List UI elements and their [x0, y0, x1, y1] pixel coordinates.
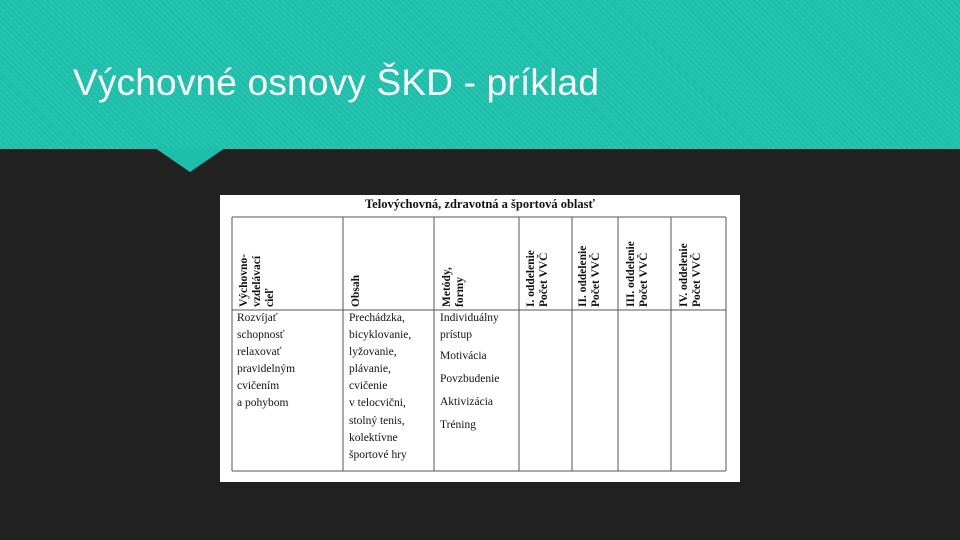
cell-goal: Rozvíjať schopnosť relaxovať pravidelným cvičením a pohybom [237, 312, 296, 410]
title-bar [0, 0, 960, 149]
header-content: Obsah [350, 275, 362, 307]
header-goal: Výchovno- vzdelávací cieľ [238, 253, 276, 307]
title-bar-notch [155, 148, 225, 172]
header-dept-1: I. oddelenie Počet VVČ [525, 250, 550, 307]
table-heading: Telovýchovná, zdravotná a športová oblasť [364, 197, 596, 211]
header-methods: Metódy, formy [441, 267, 466, 307]
table-image [220, 195, 740, 482]
header-dept-3: III. oddelenie Počet VVČ [625, 241, 650, 307]
cell-content: Prechádzka, bicyklovanie, lyžovanie, plávanie, cvičenie v telocvični, stolný tenis, kolektívne športové hry [349, 312, 412, 461]
cell-methods: Individuálny prístup Motivácia Povzbudenie Aktivizácia Tréning [440, 312, 500, 432]
slide-title: Výchovné osnovy ŠKD - príklad [73, 62, 600, 103]
header-dept-4: IV. oddelenie Počet VVČ [678, 243, 703, 307]
header-dept-2: II. oddelenie Počet VVČ [577, 245, 602, 307]
